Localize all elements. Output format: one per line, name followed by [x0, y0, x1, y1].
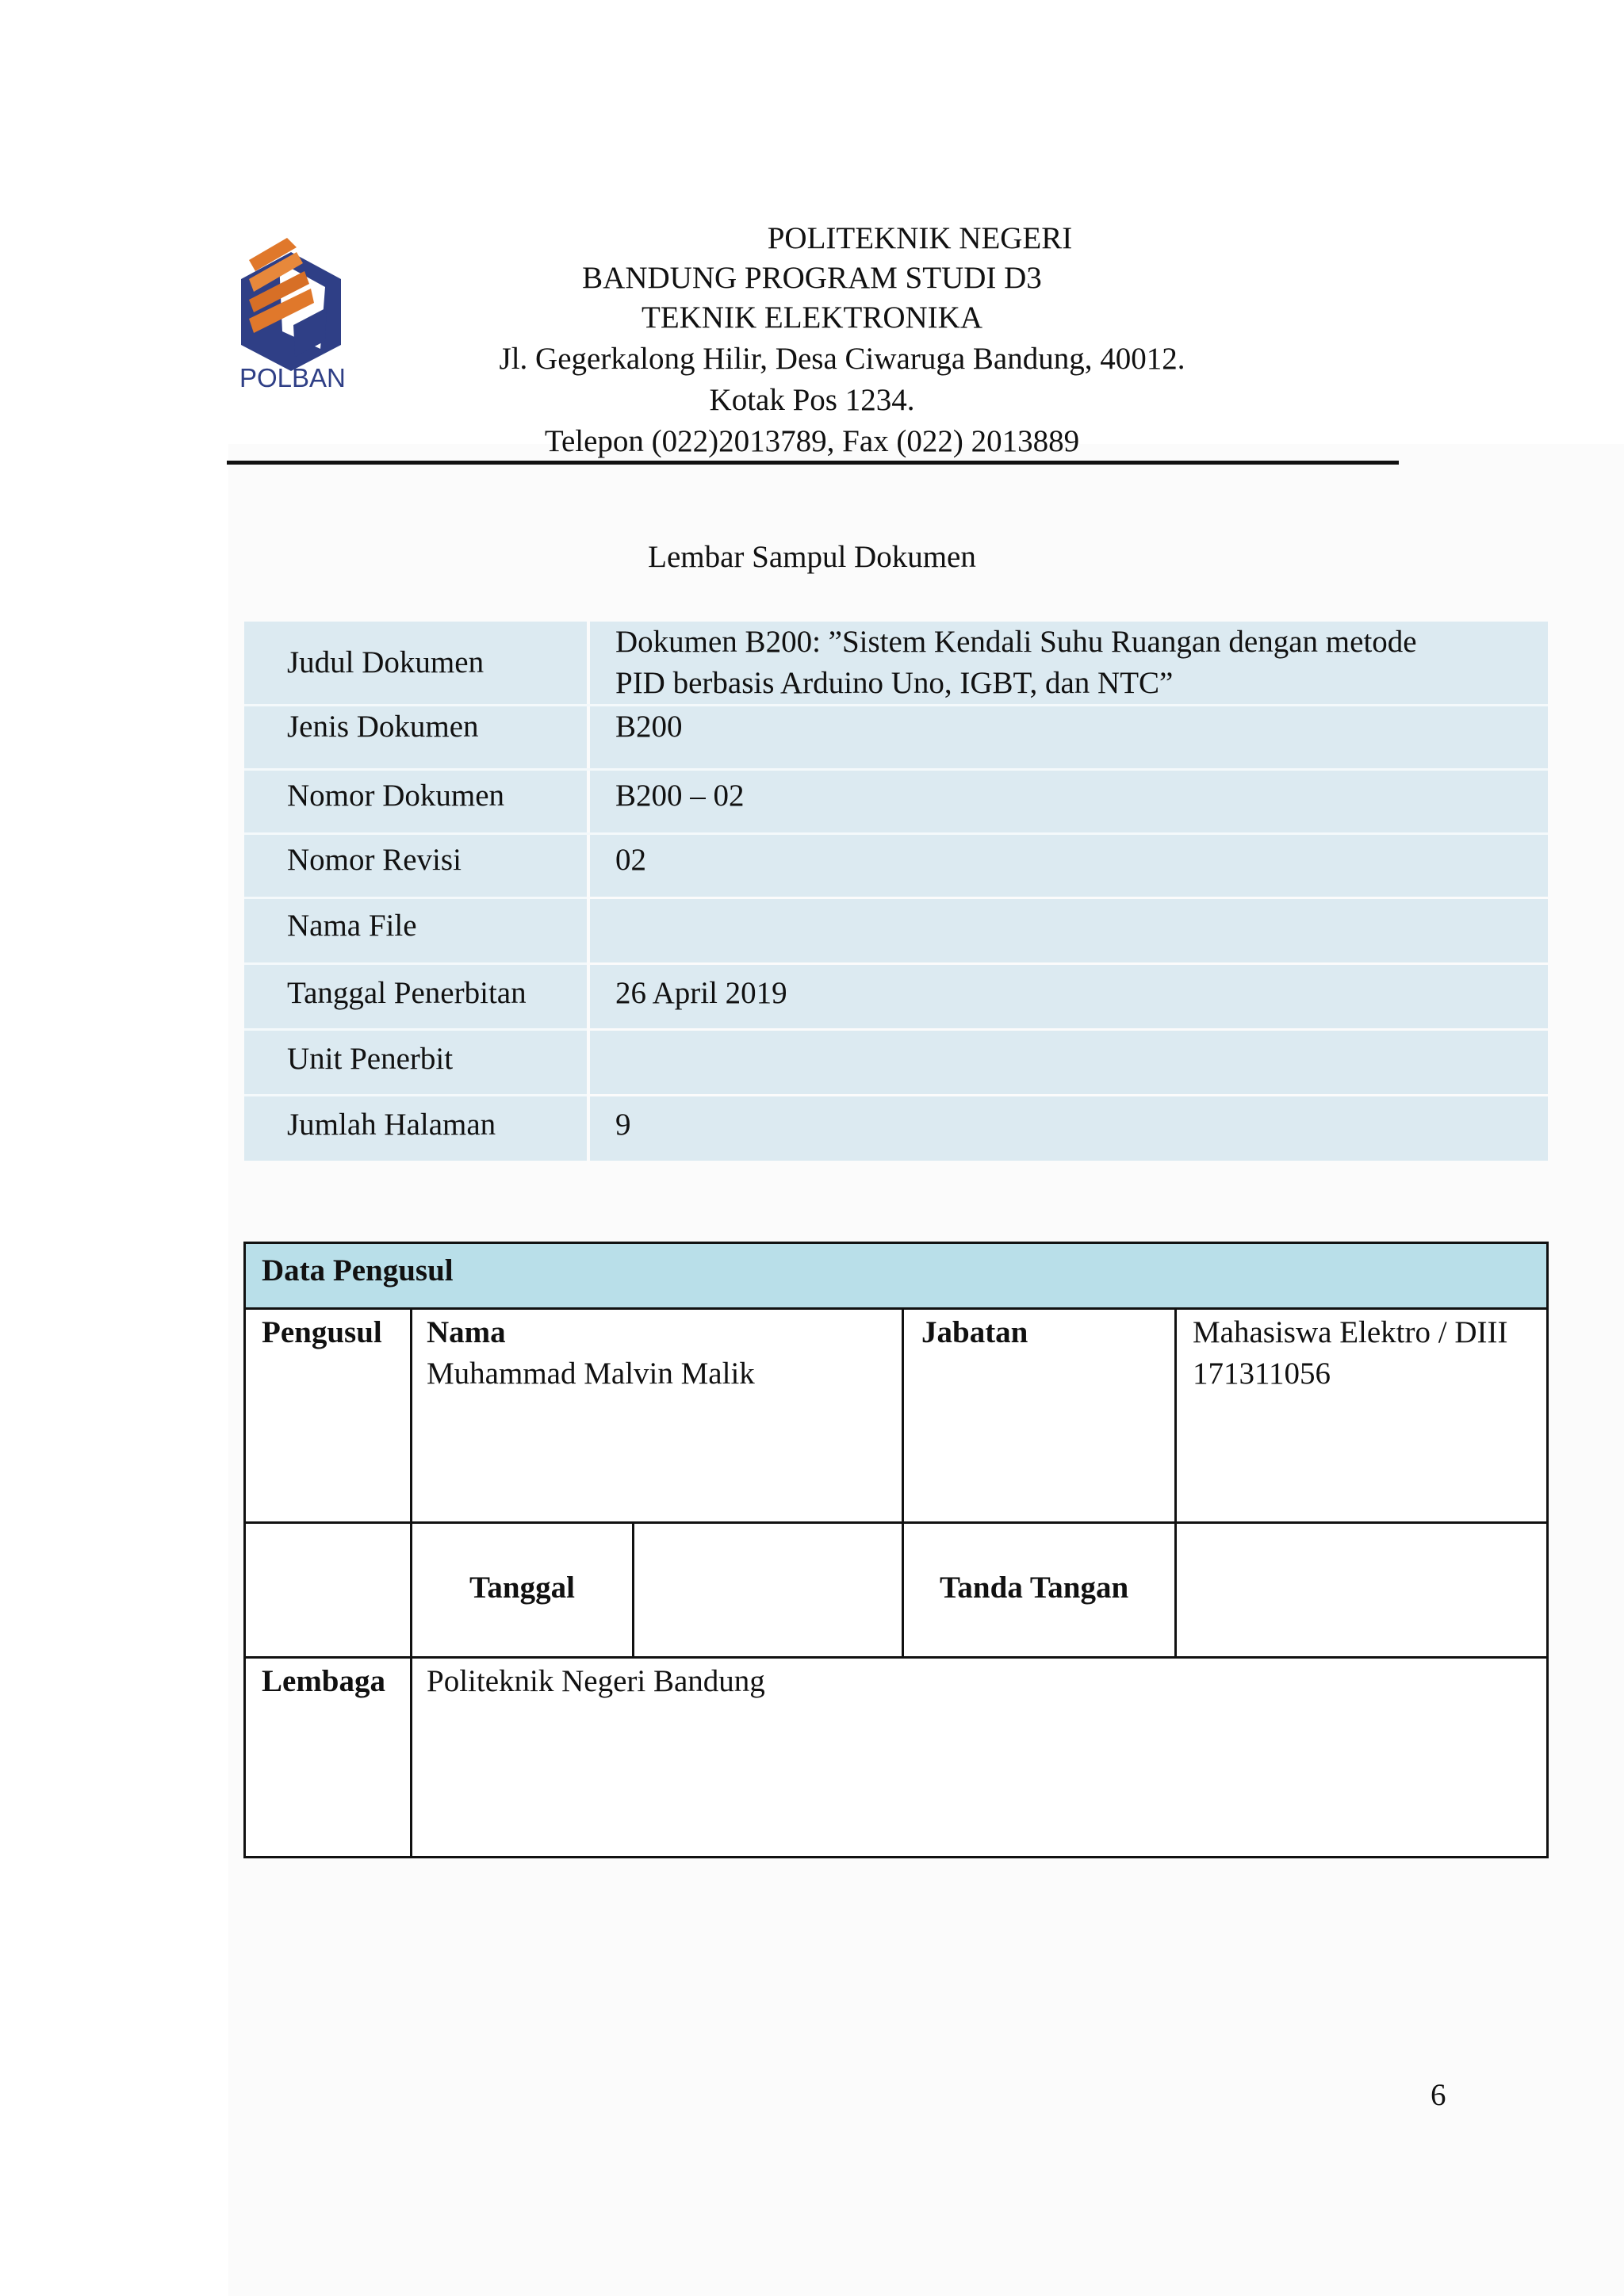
pengusul-table — [243, 1242, 1549, 1858]
meta-row-tanggal — [244, 965, 1548, 1028]
pengusul-table-header — [246, 1244, 1546, 1310]
header-pobox: Kotak Pos 1234. — [709, 383, 915, 417]
logo-text: POLBAN — [239, 363, 346, 392]
nama-label: Nama — [427, 1315, 506, 1349]
meta-label: Nomor Dokumen — [287, 779, 505, 813]
meta-value: 02 — [615, 843, 646, 877]
meta-value: 26 April 2019 — [615, 976, 787, 1010]
jabatan-value: Mahasiswa Elektro / DIII — [1193, 1315, 1508, 1349]
meta-value: PID berbasis Arduino Uno, IGBT, dan NTC” — [615, 666, 1174, 700]
header-line-3: TEKNIK ELEKTRONIKA — [642, 300, 982, 335]
meta-label: Nama File — [287, 909, 417, 943]
meta-row-jenis — [244, 706, 1548, 768]
header-line-1: POLITEKNIK NEGERI — [767, 221, 1073, 255]
meta-row-nomor — [244, 771, 1548, 832]
header-phone: Telepon (022)2013789, Fax (022) 2013889 — [544, 424, 1080, 458]
metadata-table — [244, 622, 1548, 1161]
jabatan-nim: 171311056 — [1193, 1357, 1331, 1391]
meta-label: Unit Penerbit — [287, 1042, 454, 1076]
header-address: Jl. Gegerkalong Hilir, Desa Ciwaruga Bandung, 40012. — [499, 342, 1185, 376]
meta-label: Nomor Revisi — [287, 843, 462, 877]
header-divider — [227, 461, 1399, 465]
meta-label: Jumlah Halaman — [287, 1108, 496, 1142]
nama-value: Muhammad Malvin Malik — [427, 1357, 755, 1391]
tanda-tangan-label: Tanda Tangan — [940, 1571, 1129, 1605]
table-header-title: Data Pengusul — [262, 1253, 454, 1288]
header-line-2: BANDUNG PROGRAM STUDI D3 — [582, 261, 1042, 295]
lembaga-value: Politeknik Negeri Bandung — [427, 1664, 765, 1698]
meta-row-revisi — [244, 835, 1548, 897]
jabatan-label: Jabatan — [921, 1315, 1028, 1349]
meta-label: Jenis Dokumen — [287, 710, 479, 744]
meta-label: Tanggal Penerbitan — [287, 976, 527, 1010]
meta-row-unit — [244, 1031, 1548, 1094]
meta-row-file — [244, 899, 1548, 962]
meta-value: Dokumen B200: ”Sistem Kendali Suhu Ruangan dengan metode — [615, 625, 1417, 659]
document-title: Lembar Sampul Dokumen — [648, 540, 976, 574]
meta-label: Judul Dokumen — [287, 645, 485, 679]
meta-row-halaman — [244, 1096, 1548, 1161]
meta-row-judul — [244, 622, 1548, 704]
meta-value: B200 — [615, 710, 683, 744]
meta-value: B200 – 02 — [615, 779, 745, 813]
page-number: 6 — [1431, 2078, 1446, 2112]
tanggal-label: Tanggal — [469, 1571, 575, 1605]
lembaga-label: Lembaga — [262, 1664, 385, 1698]
meta-value: 9 — [615, 1108, 631, 1142]
pengusul-label: Pengusul — [262, 1315, 382, 1349]
